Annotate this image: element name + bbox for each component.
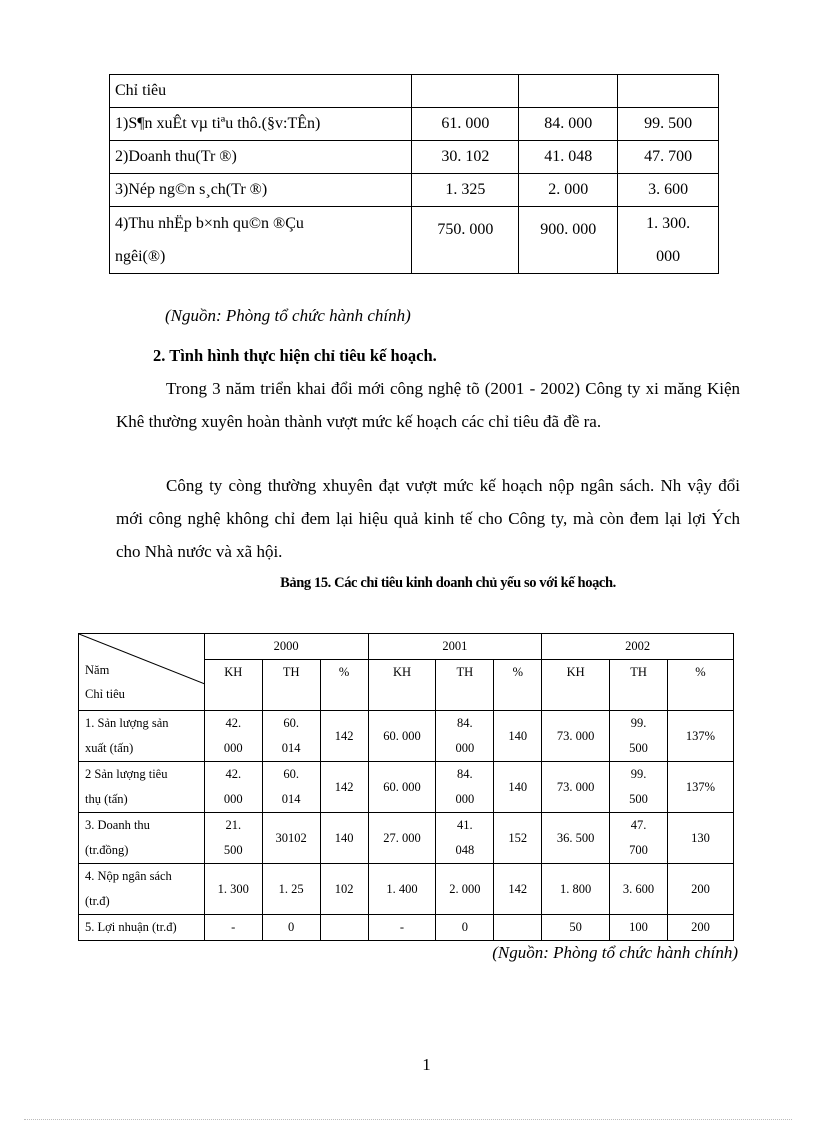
table-row: 1. Sản lượng sản xuất (tấn) 42. 000 60. 014 142 60. 000 84. 000 140 73. 000 99. 500 137% — [79, 711, 734, 762]
year-header: 2002 — [542, 634, 734, 660]
paragraph: Công ty còng thường xhuyên đạt vượt mức kế hoạch nộp ngân sách. Nh vậy đổi mới công nghệ không chỉ đem lại hiệu quả kinh tế cho Công ty, mà còn đem lại lợi Ých cho Nhà nước và xã hội. — [116, 476, 740, 561]
table-row — [79, 634, 734, 660]
corner-header-cell: Năm Chỉ tiêu — [79, 634, 205, 711]
table-header-cell: Chỉ tiêu — [110, 75, 412, 108]
table-row — [110, 75, 719, 108]
table-row: 5. Lợi nhuận (tr.đ) - 0 - 0 50 100 200 — [79, 915, 734, 941]
page-footer-line — [24, 1119, 792, 1120]
table-row: 3)Nép ng©n s¸ch(Tr ®) 1. 325 2. 000 3. 600 — [110, 174, 719, 207]
table-row: 3. Doanh thu (tr.đồng) 21. 500 30102 140 27. 000 41. 048 152 36. 500 47. 700 130 — [79, 813, 734, 864]
source-note: (Nguồn: Phòng tổ chức hành chính) — [165, 306, 411, 325]
table-row: 4)Thu nhËp b×nh qu©n ®Çu ngêi(®) 750. 000 900. 000 1. 300. 000 — [110, 207, 719, 274]
paragraph: Trong 3 năm triển khai đổi mới công nghệ tõ (2001 - 2002) Công ty xi măng Kiện Khê thường xuyên hoàn thành vượt mức kế hoạch các chỉ tiêu đã đề ra. — [116, 379, 740, 431]
section-heading: 2. Tình hình thực hiện chỉ tiêu kế hoạch. — [153, 346, 437, 365]
table-row: KH TH % KH TH % KH TH % — [79, 660, 734, 711]
page-number: 1 — [422, 1055, 431, 1074]
source-note: (Nguồn: Phòng tổ chức hành chính) — [492, 943, 738, 962]
table-row: 1)S¶n xuÊt vµ tiªu thô.(§v:TÊn) 61. 000 84. 000 99. 500 — [110, 108, 719, 141]
indicators-table — [109, 74, 719, 274]
table-row: 2)Doanh thu(Tr ®) 30. 102 41. 048 47. 700 — [110, 141, 719, 174]
plan-comparison-table — [78, 633, 734, 941]
table-caption: Bảng 15. Các chỉ tiêu kinh doanh chủ yếu so với kế hoạch. — [280, 575, 616, 591]
table-row: 2 Sản lượng tiêu thụ (tấn) 42. 000 60. 014 142 60. 000 84. 000 140 73. 000 99. 500 137% — [79, 762, 734, 813]
year-header: 2001 — [368, 634, 542, 660]
table-row: 4. Nộp ngân sách (tr.đ) 1. 300 1. 25 102 1. 400 2. 000 142 1. 800 3. 600 200 — [79, 864, 734, 915]
year-header: 2000 — [204, 634, 368, 660]
